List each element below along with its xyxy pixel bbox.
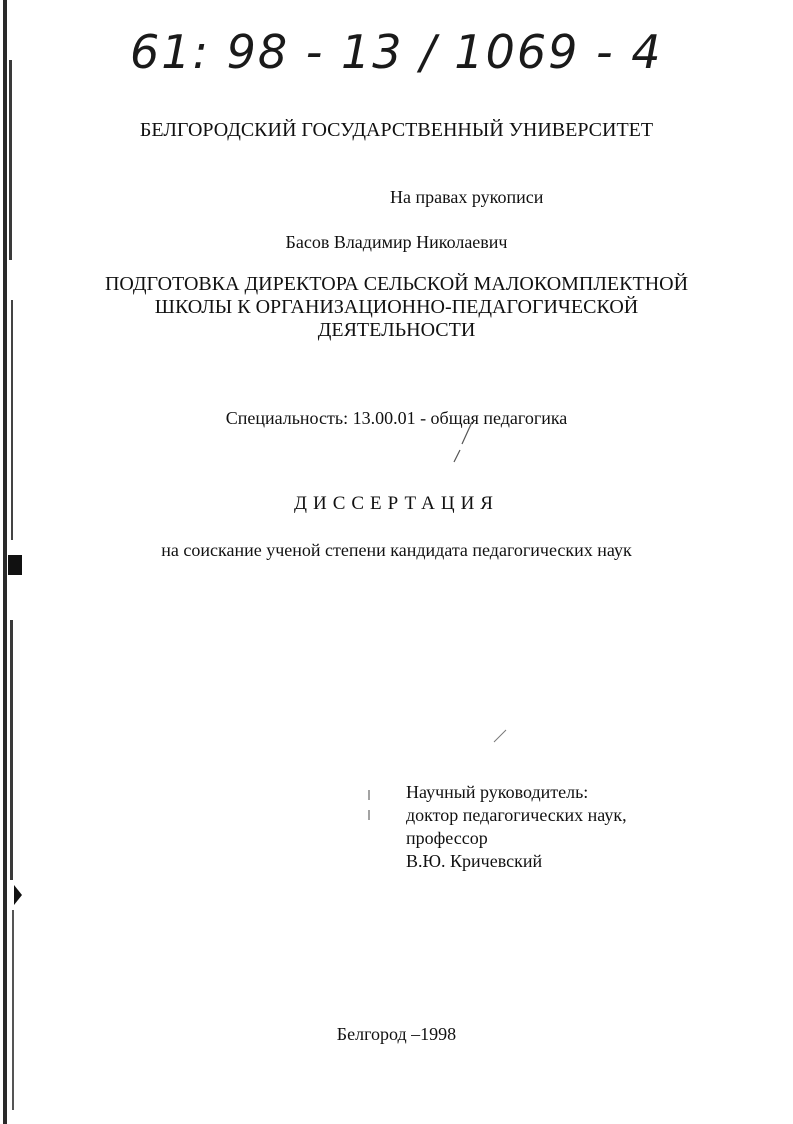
dissertation-title	[0, 273, 793, 342]
title-line: ДЕЯТЕЛЬНОСТИ	[317, 319, 476, 341]
supervisor-role: Научный руководитель:	[406, 782, 589, 802]
pen-stroke	[364, 788, 374, 824]
author-name: Басов Владимир Николаевич	[285, 232, 508, 252]
supervisor-block	[406, 781, 627, 873]
title-line: ШКОЛЫ К ОРГАНИЗАЦИОННО-ПЕДАГОГИЧЕСКОЙ	[154, 296, 639, 318]
title-line: ПОДГОТОВКА ДИРЕКТОРА СЕЛЬСКОЙ МАЛОКОМПЛЕКТНОЙ	[104, 273, 689, 295]
speciality: Специальность: 13.00.01 - общая педагогика	[225, 408, 568, 428]
rights-note: На правах рукописи	[390, 187, 544, 207]
document-type: ДИССЕРТАЦИЯ	[294, 493, 499, 514]
supervisor-position: профессор	[406, 828, 488, 848]
handwritten-archive-number	[130, 14, 663, 84]
place-and-year: Белгород –1998	[336, 1024, 457, 1044]
scan-edge-artifact	[0, 0, 26, 1124]
degree-sought: на соискание ученой степени кандидата педагогических наук	[161, 540, 632, 560]
supervisor-name: В.Ю. Кричевский	[406, 851, 543, 871]
archive-number-text: 61: 98 - 13 / 1069 - 4	[130, 25, 663, 79]
supervisor-degree: доктор педагогических наук,	[406, 805, 627, 825]
pen-stroke	[490, 726, 510, 746]
university-name: БЕЛГОРОДСКИЙ ГОСУДАРСТВЕННЫЙ УНИВЕРСИТЕТ	[139, 119, 654, 141]
